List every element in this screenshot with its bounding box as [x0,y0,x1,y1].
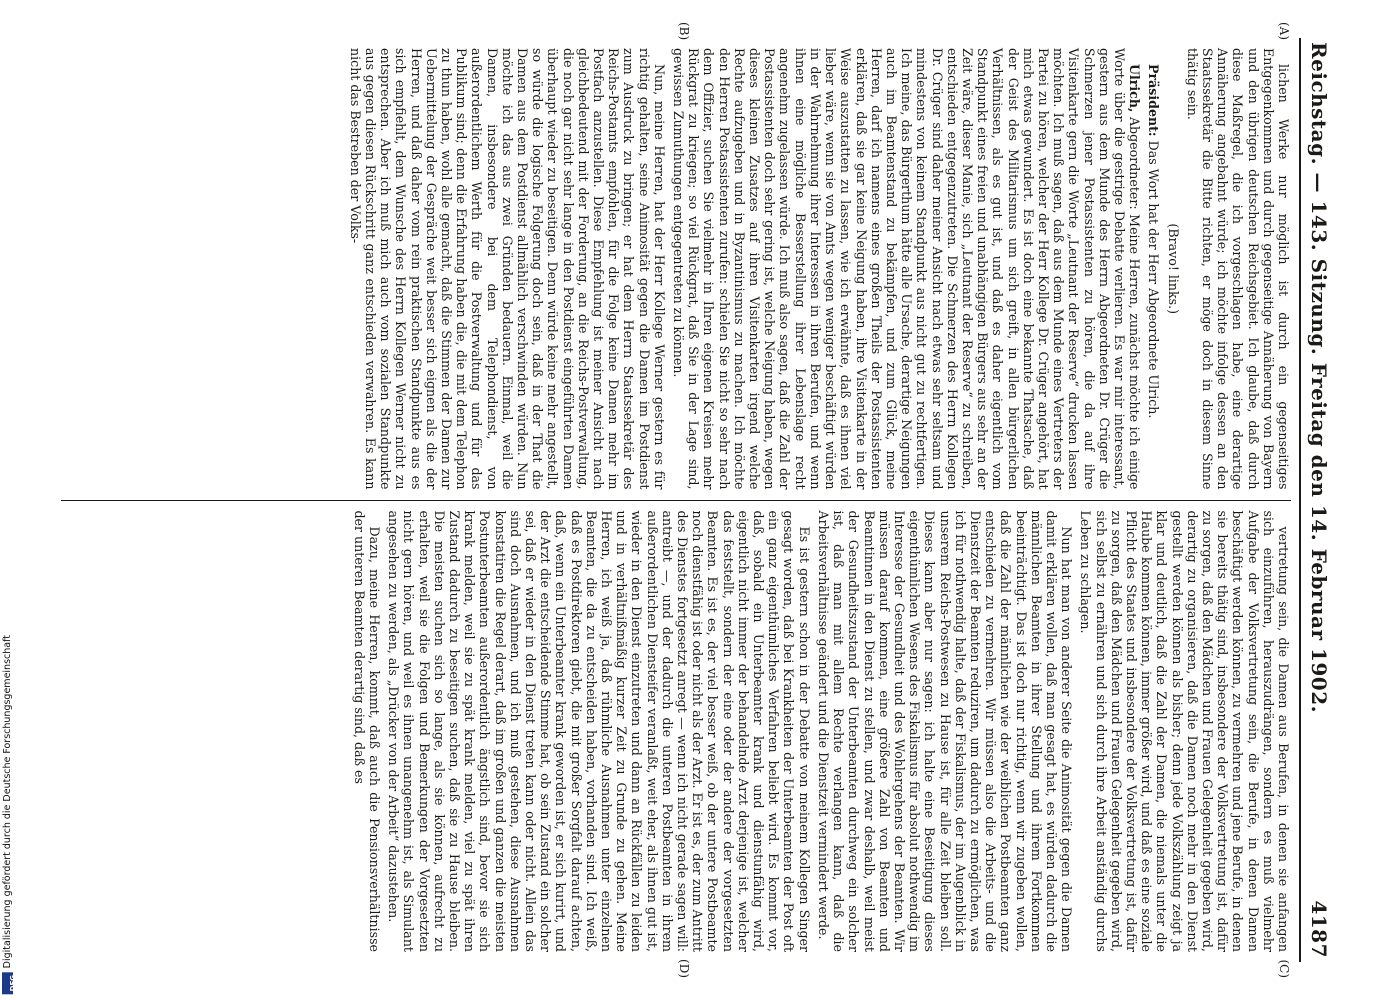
paragraph [1146,48,1161,490]
interjection: (Bravo! links.) [1165,223,1181,315]
margin-mark-b: (B) [677,22,691,41]
text-columns [61,22,1291,978]
paragraph: Es ist gestern schon in der Debatte von meinem Kollegen Singer gesagt worden, daß bei Krankheiten der Unterbeamten der Post oft ein ganz eigenthümliches Verfahren beliebt wird. Es kommt vor, daß, sobald ein Unterbeamter krank und dienstunfähig wird, eigentlich nicht immer der behandelnde Arzt derjenige ist, welcher das feststellt, sondern der eine oder der andere der vorgesetzten Beamten. Es ist es, der viel besser weiß, ob der untere Postbeamte noch dienstfähig ist oder nicht als der Arzt. Er ist es, der zum Antritt des Dienstes fortgesetzt anregt — wenn ich nicht gerade sagen will: antreibt —, und der dadurch die unteren Postbeamten in ihrem außerordentlichen Diensteifer veranlaßt, weit eher, als ihnen gut ist, wieder in den Dienst einzutreten und dann an Rückfällen zu leiden und in verhältnißmäßig kurzer Zeit zu Grunde zu gehen. Meine Herren, ich weiß ja, daß rühmliche Ausnahmen unter einzelnen Beamten, die da zu entscheiden haben, vorhanden sind. Ich weiß, daß es Postdirektoren giebt, die mit großer Sorgfalt darauf achten, daß, wenn ein Unterbeamter krank geworden ist, er sich kurirt, und der Arzt die entscheidende Stimme hat, ob sein Zustand ein solcher sei, daß er wieder in den Dienst treten kann oder nicht. Allein das sind doch Ausnahmen, und ich muß gestehen, diese Ausnahmen konstatiren die Regel derart, daß im großen und ganzen die meisten Postunterbeamten außerordentlich ängstlich sind, bevor sie sich krank melden, weil sie zu spät krank melden, viel zu spät ihren Zustand dadurch zu beseitigen suchen, daß sie zu Hause bleiben. Die meisten suchen sich so lange, als sie können, aufrecht zu erhalten, weil sie die Folgen und Bemerkungen der Vorgesetzten nicht gern hören, und weil es ihnen unangenehm ist, als Simulant angesehen zu werden, als „Drücker von der Arbeit“ dazustehen. [386,510,812,952]
dfg-logo: DFG [2,972,13,994]
digitization-credit [2,634,17,994]
paragraph: vertretung sein, die Damen aus Berufen, in denen sie anfangen sich einzuführen, herauszudrängen, sondern es muß vielmehr Aufgabe der Volksvertretung sein, die Berufe, in denen Damen beschäftigt werden können, zu vermehren und jene Berufe, in denen sie bereits thätig sind, insbesondere der Volksvertretung ist, dafür zu sorgen, daß den Mädchen und Frauen Gelegenheit gegeben wird, derartig zu organisieren, daß die Damen noch mehr in den Dienst gestellt werden können als bisher; denn jede Volkszählung zeigt ja klar und deutlich, daß die Zahl der Damen, die niemals unter die Haube kommen können, immer größer wird, und daß es eine soziale Pflicht des Staates und insbesondere der Volksvertretung ist, dafür zu sorgen, daß den Mädchen und Frauen Gelegenheit gegeben wird, sich selbst zu ernähren und sich durch ihre Arbeit anständig durchs Leben zu schlagen. [1078,510,1291,952]
paragraph: Nun hat man von anderer Seite die Animosität gegen die Damen damit erklären wollen, daß man gesagt hat, es würden dadurch die männlichen Beamten in ihrer Stellung und ihrem Fortkommen beeinträchtigt. Das ist doch nur richtig, wenn wir zugeben wollen, daß die Zahl der männlichen wie der weiblichen Postbeamten ganz entschieden zu vermehren. Wir müssen also die Arbeits- und die Dienstzeit der Beamten reduziren, um dadurch zu ermöglichen, was ich für nothwendig halte, daß der Fiskalismus, der im Augenblick in unserem Reichs-Postwesen zu Hause ist, für alle Zeit bleiben soll. Dieses kann aber nur sagen: ich halte eine Beseitigung dieses eigenthümlichen Wesens des Fiskalismus für absolut nothwendig im Interesse der Gesundheit und des Wohlergehens der Beamten. Wir müssen darauf kommen, eine größere Zahl von Beamten und Beamtinnen in den Dienst zu stellen, und zwar deshalb, weil meist der Gesundheitszustand der Unterbeamten durchweg ein solcher ist, daß man mit allem Rechte verlangen kann, daß die Arbeitsverhältnisse geändert und die Dienstzeit vermindert werde. [815,510,1075,952]
page-header [1301,38,1331,962]
document-page [41,20,1341,980]
paragraph: lichen Werke nur möglich ist durch ein gegenseitiges Entgegenkommen und durch gegenseitige Annäherung von Bayern und den übrigen deutschen Reichsgebiet. Ich glaube, daß durch diese Maßregel, die ich vorgeschlagen habe, eine derartige Annäherung angebahnt würde; ich möchte infolge dessen an den Staatssekretär die Bitte richten, er möge doch in diesem Sinne thätig sein. [1184,48,1291,490]
margin-mark-d: (D) [677,959,691,978]
paragraph: Nun, meine Herren, hat der Herr Kollege Werner gestern es für richtig gehalten, seine Animosität gegen die Damen im Postdienst zum Ausdruck zu bringen; er hat dem Herrn Staatssekretär des Reichs-Postamts empfohlen, für die Folge keine Damen mehr im Postfach anzustellen. Diese Empfehlung ist meiner Ansicht nach gleichbedeutend mit der Forderung, an die Reichs-Postverwaltung, die noch gar nicht sehr lange in den Postdienst eingeführten Damen überhaupt wieder zu beseitigen. Denn würde keine mehr angestellt, so würde die logische Folgerung doch sein, daß in der That die Damen aus dem Postdienst allmählich verschwinden würden. Nun möchte ich das aus zwei Gründen bedauern. Einmal, weil die Damen, insbesondere bei dem Telephondienst, von außerordentlichem Werth für die Postverwaltung und für das Publikum sind; denn die Erfahrung haben die, die mit dem Telephon zu thun haben, wohl alle gemacht, daß die Stimmen der Damen zur Uebermittelung der Gespräche weit besser sich eignen als die der Herren, und daß daher vom rein praktischen Standpunkte aus es sich empfiehlt, dem Wunsche des Herrn Kollegen Werner nicht zu entsprechen. Aber ich muß mich auch vom sozialen Standpunkte aus gegen diesen Rückschritt ganz entschieden verwahren. Es kann nicht das Bestreben der Volks- [347,48,667,490]
margin-mark-a: (A) [1277,22,1291,41]
credit-text: Digitalisierung gefördert durch die Deutsche Forschungsgemeinschaft [2,634,13,968]
paragraph-text: Abgeordneter: Meine Herren, zunächst möchte ich einige Worte über die gestrige Debatte verlieren. Es war mir interessant, gestern aus dem Munde des Herrn Abgeordneten Dr. Crüger die Schmerzen jener Postassistenten zu hören, die da auf ihre Visitenkarte gern die Worte „Leutnant der Reserve“ drucken lassen möchten. Ich muß sagen, daß aus dem Munde eines Vertreters der Partei zu hören, welcher der Herr Kollege Dr. Crüger angehört, hat mich etwas gewundert. Es ist doch eine bekannte Thatsache, daß der Geist des Militarismus um sich greift, in allen bürgerlichen Verhältnissen, als es gut ist, und daß es daher eigentlich vom Standpunkt eines freien und unabhängigen Bürgers aus sehr an der Zeit wäre, dieser Manie, sich „Leutnant der Reserve“ zu schreiben, entschieden entgegenzutreten. Die Schmerzen des Herrn Kollegen Dr. Crüger sind daher meiner Ansicht nach etwas sehr seltsam und mindestens von keinem Standpunkt aus nicht gut zu rechtfertigen. Ich meine, das Bürgerthum hätte alle Ursache, derartige Neigungen auch im Beamtenstand zu bekämpfen, und zum Glück, meine Herren, darf ich namens eines großen Theils der Postassistenten erklären, daß sie gar keine Neigung haben, ihre Visitenkarte in der Weise auszustatten zu lassen, wie ich erwähnte, daß es ihnen viel lieber wäre, wenn sie von Amts wegen weniger beschäftigt würden in der Wahrnehmung ihrer Interessen in ihren Berufen, und wenn ihnen eine mögliche Besserstellung ihrer Lebenslage recht angenehm zugelassen würde. Ich muß also sagen, daß die Zahl der Postassistenten doch sehr gering ist, welche Neigung haben, wegen dieses kleinen Zusatzes auf ihren Visitenkarten irgend welche Rechte aufzugeben und in Byzantinismus zu machen. Ich möchte den Herren Postassistenten zurufen: schielen Sie nicht so sehr nach dem Offizier, suchen Sie vielmehr in Ihren eigenen Kreisen mehr Rückgrat zu kriegen; so viel Rückgrat, daß Sie in der Lage sind, gewissen Zumuthungen entgegentreten zu können. [671,48,1143,490]
left-column [61,38,1291,500]
header-rule [1299,38,1301,962]
speaker-name: Ulrich, [1127,64,1143,113]
page-title: Reichstag. — 143. Sitzung. Freitag den 14. Februar 1902. [1307,42,1331,714]
paragraph-text: Das Wort hat der Herr Abgeordnete Ulrich. [1146,136,1162,419]
speaker-name: Präsident: [1146,64,1162,137]
right-column [61,501,1291,963]
paragraph [671,48,1142,490]
margin-mark-c: (C) [1277,959,1291,978]
paragraph: Dazu, meine Herren, kommt, daß auch die Pensionsverhältnisse der unteren Beamten derartig sind, daß es [351,510,383,952]
page-number: 4187 [1307,900,1331,958]
